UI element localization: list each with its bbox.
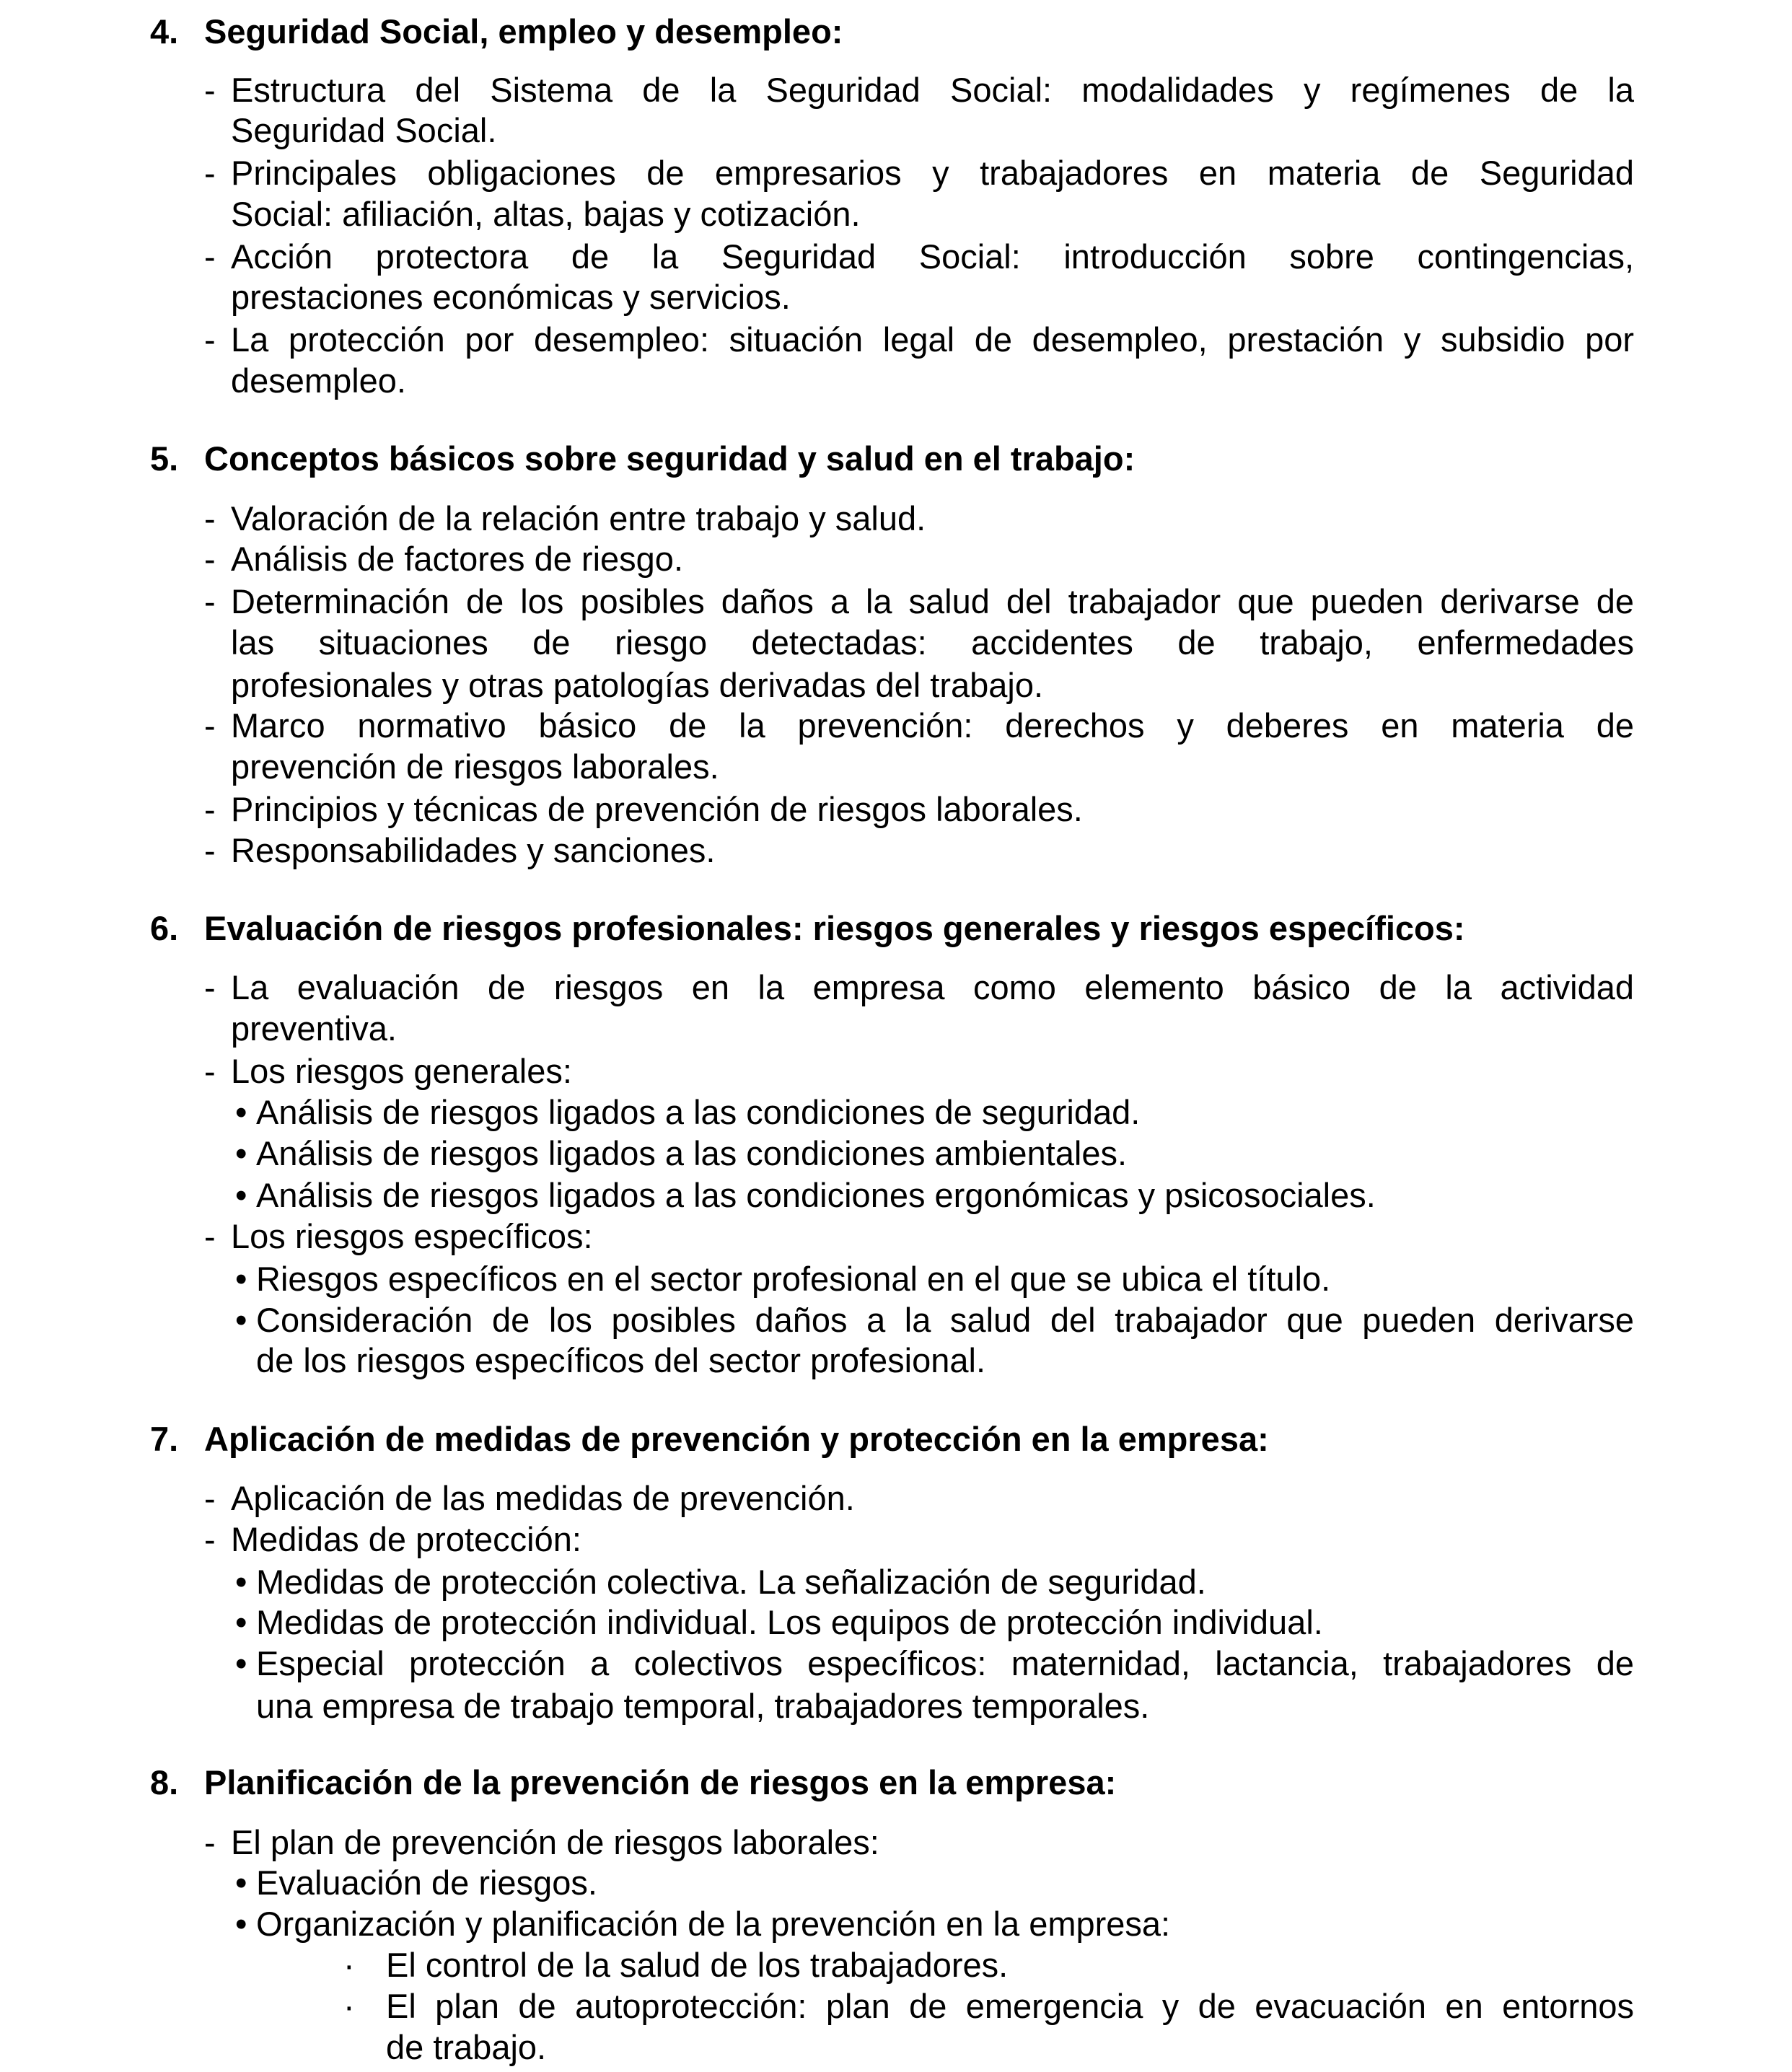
item-text: Los riesgos específicos:: [231, 1217, 593, 1255]
dash-marker: -: [204, 1520, 216, 1558]
item-text: de trabajo.: [386, 2028, 547, 2066]
dash-marker: -: [204, 831, 216, 869]
item-text: de los riesgos específicos del sector profesional.: [256, 1341, 986, 1379]
section-number: 5.: [150, 439, 179, 478]
section-number: 7.: [150, 1420, 179, 1458]
item-text: Principios y técnicas de prevención de riesgos laborales.: [231, 790, 1083, 828]
sub-list-item: [0, 1258, 1792, 1300]
middle-dot-marker: ·: [343, 1946, 355, 1984]
bullet-marker: •: [235, 1093, 247, 1131]
item-text: prevención de riesgos laborales.: [231, 747, 719, 786]
item-text: Evaluación de riesgos.: [256, 1864, 597, 1902]
sub-sub-list-item: [0, 1985, 1792, 2027]
sub-list-item: [0, 1903, 1792, 1945]
section-5-heading: [0, 438, 1792, 480]
item-text: preventiva.: [231, 1009, 397, 1048]
list-item-continuation: [0, 110, 1792, 152]
dash-marker: -: [204, 1052, 216, 1090]
dash-marker: -: [204, 1217, 216, 1255]
list-item-continuation: [0, 193, 1792, 235]
item-text: Análisis de riesgos ligados a las condiciones ergonómicas y psicosociales.: [256, 1176, 1376, 1214]
item-text: Responsabilidades y sanciones.: [231, 831, 716, 869]
section-title: Aplicación de medidas de prevención y protección en la empresa:: [204, 1420, 1269, 1458]
list-item: [0, 1050, 1792, 1092]
sub-list-item: [0, 1643, 1792, 1685]
item-text: Determinación de los posibles daños a la salud del trabajador que pueden derivarse de: [231, 582, 1634, 620]
section-number: 6.: [150, 909, 179, 947]
item-text: Riesgos específicos en el sector profesional en el que se ubica el título.: [256, 1260, 1331, 1298]
section-7-heading: [0, 1418, 1792, 1460]
list-item-continuation: [0, 746, 1792, 788]
section-8-heading: [0, 1762, 1792, 1804]
sub-list-item: [0, 1561, 1792, 1603]
item-text: La protección por desempleo: situación legal de desempleo, prestación y subsidio por: [231, 320, 1634, 359]
list-item-continuation: [0, 664, 1792, 706]
list-item: [0, 1478, 1792, 1519]
middle-dot-marker: ·: [343, 1987, 355, 2025]
list-item-continuation: [0, 276, 1792, 318]
list-item: [0, 69, 1792, 111]
list-item-continuation: [0, 360, 1792, 402]
section-4-heading: [0, 11, 1792, 53]
dash-marker: -: [204, 706, 216, 745]
list-item-continuation: [0, 622, 1792, 664]
dash-marker: -: [204, 1479, 216, 1517]
item-text: Consideración de los posibles daños a la salud del trabajador que pueden derivarse: [256, 1301, 1634, 1339]
bullet-marker: •: [235, 1134, 247, 1172]
sub-list-item: [0, 1602, 1792, 1643]
item-text: prestaciones económicas y servicios.: [231, 278, 791, 316]
item-text: una empresa de trabajo temporal, trabajadores temporales.: [256, 1687, 1150, 1725]
section-title: Conceptos básicos sobre seguridad y salud en el trabajo:: [204, 439, 1136, 478]
item-text: Principales obligaciones de empresarios y trabajadores en materia de Seguridad: [231, 154, 1634, 192]
dash-marker: -: [204, 499, 216, 537]
list-item: [0, 1216, 1792, 1257]
dash-marker: -: [204, 320, 216, 359]
list-item: [0, 538, 1792, 580]
bullet-marker: •: [235, 1905, 247, 1943]
sub-list-item-continuation: [0, 1340, 1792, 1382]
dash-marker: -: [204, 154, 216, 192]
section-title: Evaluación de riesgos profesionales: riesgos generales y riesgos específicos:: [204, 909, 1465, 947]
bullet-marker: •: [235, 1864, 247, 1902]
item-text: Organización y planificación de la prevención en la empresa:: [256, 1905, 1171, 1943]
item-text: Marco normativo básico de la prevención: derechos y deberes en materia de: [231, 706, 1634, 745]
dash-marker: -: [204, 582, 216, 620]
item-text: Social: afiliación, altas, bajas y cotización.: [231, 195, 861, 233]
item-text: Valoración de la relación entre trabajo y salud.: [231, 499, 926, 537]
sub-list-item: [0, 1133, 1792, 1175]
list-item: [0, 705, 1792, 747]
item-text: Acción protectora de la Seguridad Social: introducción sobre contingencias,: [231, 237, 1634, 276]
dash-marker: -: [204, 790, 216, 828]
dash-marker: -: [204, 237, 216, 276]
section-title: Seguridad Social, empleo y desempleo:: [204, 12, 843, 51]
item-text: desempleo.: [231, 361, 406, 400]
item-text: Seguridad Social.: [231, 111, 497, 149]
item-text: Medidas de protección individual. Los equipos de protección individual.: [256, 1603, 1323, 1641]
item-text: Estructura del Sistema de la Seguridad Social: modalidades y regímenes de la: [231, 71, 1634, 109]
list-item: [0, 830, 1792, 872]
item-text: El plan de prevención de riesgos laborales:: [231, 1823, 879, 1861]
dash-marker: -: [204, 1823, 216, 1861]
list-item: [0, 1822, 1792, 1864]
item-text: El plan de autoprotección: plan de emergencia y de evacuación en entornos: [386, 1987, 1634, 2025]
item-text: El control de la salud de los trabajadores.: [386, 1946, 1009, 1984]
list-item: [0, 236, 1792, 278]
item-text: Análisis de riesgos ligados a las condiciones ambientales.: [256, 1134, 1128, 1172]
dash-marker: -: [204, 968, 216, 1006]
dash-marker: -: [204, 540, 216, 578]
item-text: profesionales y otras patologías derivadas del trabajo.: [231, 666, 1044, 704]
list-item: [0, 1519, 1792, 1560]
bullet-marker: •: [235, 1563, 247, 1601]
list-item: [0, 581, 1792, 623]
sub-list-item: [0, 1299, 1792, 1341]
item-text: Medidas de protección:: [231, 1520, 581, 1558]
item-text: las situaciones de riesgo detectadas: accidentes de trabajo, enfermedades: [231, 623, 1634, 662]
bullet-marker: •: [235, 1603, 247, 1641]
section-number: 4.: [150, 12, 179, 51]
item-text: Aplicación de las medidas de prevención.: [231, 1479, 855, 1517]
sub-sub-list-item: [0, 1944, 1792, 1986]
list-item: [0, 152, 1792, 194]
bullet-marker: •: [235, 1260, 247, 1298]
sub-list-item-continuation: [0, 1685, 1792, 1727]
sub-list-item: [0, 1175, 1792, 1216]
section-number: 8.: [150, 1763, 179, 1801]
section-title: Planificación de la prevención de riesgos en la empresa:: [204, 1763, 1117, 1801]
sub-sub-list-item-continuation: [0, 2027, 1792, 2068]
sub-list-item: [0, 1092, 1792, 1133]
list-item: [0, 319, 1792, 361]
section-6-heading: [0, 908, 1792, 949]
list-item: [0, 789, 1792, 830]
item-text: Medidas de protección colectiva. La señalización de seguridad.: [256, 1563, 1206, 1601]
item-text: Los riesgos generales:: [231, 1052, 572, 1090]
bullet-marker: •: [235, 1301, 247, 1339]
item-text: Análisis de factores de riesgo.: [231, 540, 683, 578]
bullet-marker: •: [235, 1644, 247, 1682]
dash-marker: -: [204, 71, 216, 109]
item-text: Análisis de riesgos ligados a las condiciones de seguridad.: [256, 1093, 1141, 1131]
item-text: La evaluación de riesgos en la empresa como elemento básico de la actividad: [231, 968, 1634, 1006]
list-item-continuation: [0, 1008, 1792, 1050]
bullet-marker: •: [235, 1176, 247, 1214]
item-text: Especial protección a colectivos específicos: maternidad, lactancia, trabajadores de: [256, 1644, 1634, 1682]
list-item: [0, 498, 1792, 540]
list-item: [0, 967, 1792, 1009]
sub-list-item: [0, 1862, 1792, 1904]
